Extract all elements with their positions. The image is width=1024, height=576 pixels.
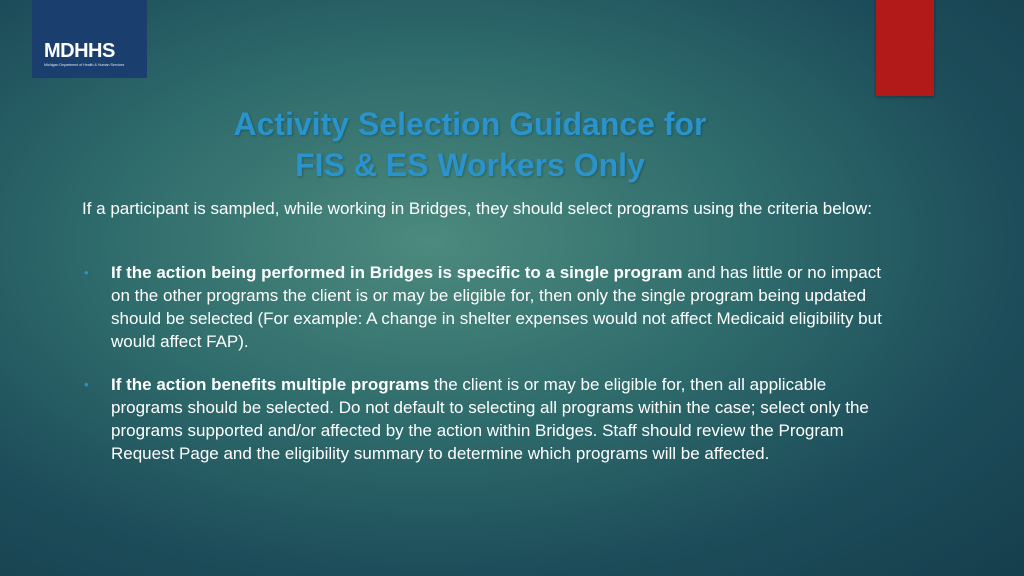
bullet-body-text: the client is or may be eligible for, then all applicable programs should be selected. Do not default to selecting all programs within the case; select only the programs supported and/or affected by the action within Bridges. Staff should review the Program Request Page and the eligibility summary to determine which programs will be affected. <box>111 375 869 463</box>
mdhhs-logo <box>32 0 147 78</box>
title-line-1: Activity Selection Guidance for <box>233 106 707 142</box>
intro-paragraph: If a participant is sampled, while working in Bridges, they should select programs using the criteria below: <box>82 199 872 218</box>
bullet-text <box>111 261 892 353</box>
bullet-marker: • <box>84 377 89 392</box>
bullet-bold-text: If the action benefits multiple programs <box>111 375 430 394</box>
bullet-text <box>111 373 892 465</box>
accent-tab <box>876 0 934 96</box>
bullet-bold-text: If the action being performed in Bridges is specific to a single program <box>111 263 683 282</box>
logo-subtitle: Michigan Department of Health & Human Services <box>44 63 125 67</box>
bullet-item <box>82 373 892 465</box>
bullet-marker: • <box>84 265 89 280</box>
bullet-item <box>82 261 892 353</box>
bullet-body-text: and has little or no impact on the other programs the client is or may be eligible for, then only the single program being updated should be selected (For example: A change in shelter expenses would not affect Medicaid eligibility but would affect FAP). <box>111 263 882 351</box>
logo-wordmark <box>44 40 115 63</box>
logo-text: MDHHS <box>44 40 115 62</box>
slide-title <box>190 104 750 186</box>
title-line-2: FIS & ES Workers Only <box>295 147 645 183</box>
